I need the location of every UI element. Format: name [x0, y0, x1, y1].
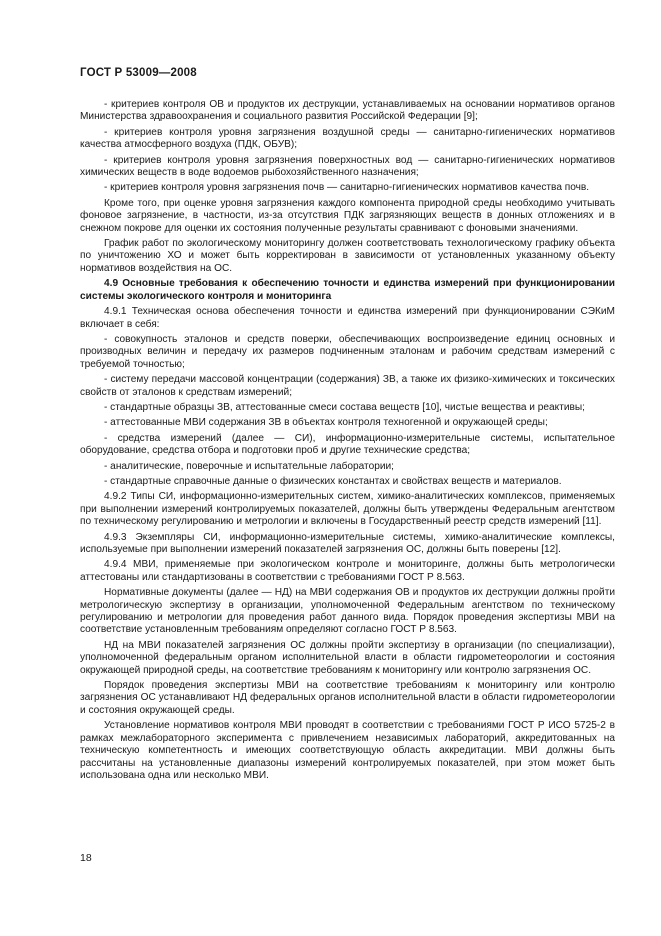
paragraph: 4.9.1 Техническая основа обеспечения точности и единства измерений при функционировании СЭКиМ включает в себя: [80, 306, 615, 330]
paragraph: 4.9.3 Экземпляры СИ, информационно-измерительные системы, химико-аналитические комплексы, используемые при выполнении измерений показателей загрязнения ОС, должны быть поверены [12]. [80, 531, 615, 555]
paragraph: - критериев контроля уровня загрязнения поверхностных вод — санитарно-гигиенических нормативов химических веществ в воде водоемов рыбохозяйственного назначения; [80, 154, 615, 179]
paragraph: - критериев контроля уровня загрязнения воздушной среды — санитарно-гигиенических нормативов качества атмосферного воздуха (ПДК, ОБУВ); [80, 126, 615, 151]
body-text [80, 99, 615, 785]
page-number: 18 [80, 852, 92, 864]
paragraph: График работ по экологическому мониторингу должен соответствовать технологическому графику объекта по уничтожению ХО и может быть корректирован в зависимости от установленных указанному объекту нормативов воздействия на ОС. [80, 238, 615, 274]
paragraph: Порядок проведения экспертизы МВИ на соответствие требованиям к мониторингу или контролю загрязнения ОС устанавливают НД федеральных органов исполнительной власти в области гидрометеорологии и состояния окружающей среды. [80, 680, 615, 716]
paragraph: - систему передачи массовой концентрации (содержания) ЗВ, а также их физико-химических и токсических свойств от эталонов к средствам измерений; [80, 374, 615, 398]
paragraph: НД на МВИ показателей загрязнения ОС должны пройти экспертизу в организации (по специализации), уполномоченной федеральным органом исполнительной власти в области гидрометеорологии и состояния окружающей природной среды, на соответствие требованиям к мониторингу или контролю загрязнения ОС. [80, 639, 615, 676]
section-heading: 4.9 Основные требования к обеспечению точности и единства измерений при функционировании системы экологического контроля и мониторинга [80, 278, 615, 302]
paragraph: Кроме того, при оценке уровня загрязнения каждого компонента природной среды необходимо учитывать фоновое загрязнение, в частности, из-за отсутствия ПДК загрязняющих веществ в донных отложениях и в снежном покрове для оценки их состояния полученные результаты сравнивают с фоновыми значениями. [80, 197, 615, 234]
paragraph: - критериев контроля уровня загрязнения почв — санитарно-гигиенических нормативов качества почв. [104, 182, 590, 194]
paragraph: - аттестованные МВИ содержания ЗВ в объектах контроля техногенной и окружающей среды; [104, 417, 548, 429]
standard-code-header: ГОСТ Р 53009—2008 [80, 67, 197, 79]
paragraph: - стандартные образцы ЗВ, аттестованные смеси состава веществ [10], чистые вещества и реактивы; [104, 401, 585, 413]
paragraph: 4.9.4 МВИ, применяемые при экологическом контроле и мониторинге, должны быть метрологически аттестованы или стандартизованы в соответствии с требованиями ГОСТ Р 8.563. [80, 559, 615, 583]
paragraph: Установление нормативов контроля МВИ проводят в соответствии с требованиями ГОСТ Р ИСО 5725-2 в рамках межлабораторного эксперимента с привлечением независимых лабораторий, аккредитованных на техническую компетентность и имеющих соответствующую область аккредитации. МВИ должны быть рассчитаны на установленные диапазоны измерений контролируемых показателей, при этом может быть использована одна или несколько МВИ. [80, 720, 615, 781]
paragraph: - стандартные справочные данные о физических константах и свойствах веществ и материалов. [104, 475, 562, 487]
paragraph: - средства измерений (далее — СИ), информационно-измерительные системы, испытательное оборудование, средства отбора и подготовки проб и другие технические средства; [80, 432, 615, 457]
paragraph: - критериев контроля ОВ и продуктов их деструкции, устанавливаемых на основании нормативов органов Министерства здравоохранения и социального развития Российской Федерации [9]; [80, 99, 615, 123]
paragraph: Нормативные документы (далее — НД) на МВИ содержания ОВ и продуктов их деструкции должны пройти метрологическую экспертизу в организации, уполномоченной Федеральным агентством по техническому регулированию и метрологии для проведения работ данного вида. Порядок проведения экспертизы МВИ на соответствие установленным требованиям определяют согласно ГОСТ Р 8.563. [80, 587, 615, 636]
paragraph: - совокупность эталонов и средств поверки, обеспечивающих воспроизведение единиц основных и производных величин и передачу их размеров подчиненным эталонам и рабочим средствам измерений с требуемой точностью; [80, 333, 615, 370]
paragraph: 4.9.2 Типы СИ, информационно-измерительных систем, химико-аналитических комплексов, применяемых при выполнении измерений контролируемых показателей, должны быть утверждены Федеральным агентством по техническому регулированию и метрологии и включены в Государственный реестр средств измерений [11]. [80, 491, 615, 528]
paragraph: - аналитические, поверочные и испытательные лаборатории; [104, 460, 394, 472]
